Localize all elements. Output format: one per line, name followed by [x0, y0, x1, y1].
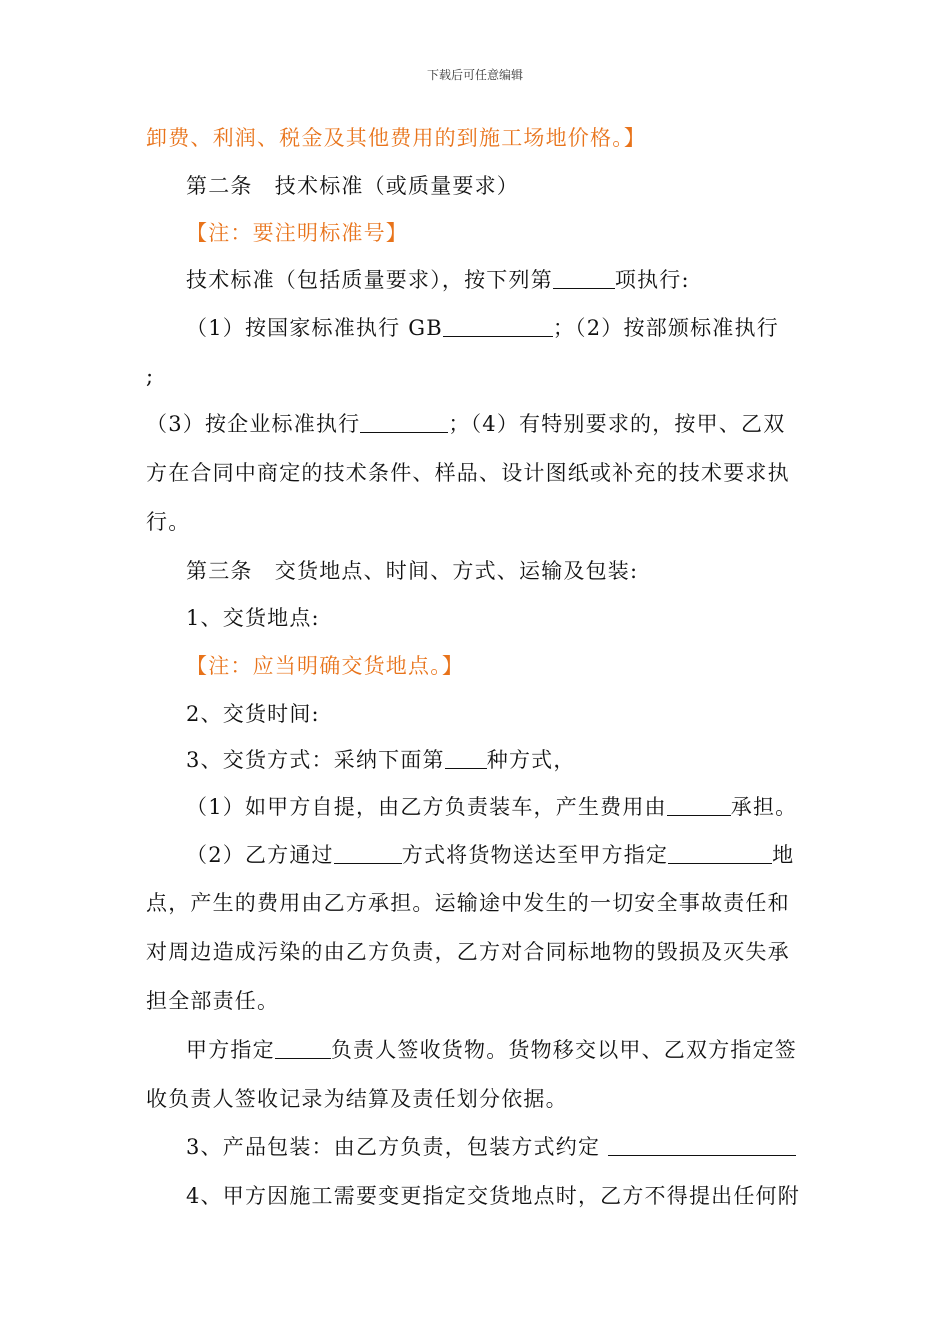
blank-field[interactable] [667, 793, 731, 816]
text-line: 行。 [146, 510, 191, 534]
text-line [186, 314, 846, 342]
text-line [186, 746, 846, 774]
blank-field[interactable] [360, 410, 448, 433]
text-line [186, 841, 846, 869]
blank-field[interactable] [553, 266, 615, 289]
text-line: 1、交货地点: [186, 606, 320, 630]
article-3-heading: 第三条 交货地点、时间、方式、运输及包装: [186, 559, 639, 583]
text-line: 收负责人签收记录为结算及责任划分依据。 [146, 1087, 568, 1111]
article-2-heading: 第二条 技术标准（或质量要求） [186, 174, 519, 198]
text-segment: ；（2）按部颁标准执行 [552, 316, 779, 340]
text-line: 卸费、利润、税金及其他费用的到施工场地价格。】 [146, 126, 647, 150]
text-segment: （1）如甲方自提，由乙方负责装车，产生费用由 [186, 795, 667, 819]
text-line [146, 410, 806, 438]
page-header: 下载后可任意编辑 [426, 68, 523, 82]
text-segment: 负责人签收货物。货物移交以甲、乙双方指定签 [330, 1038, 798, 1062]
text-line [186, 793, 846, 821]
text-segment: 3、交货方式：采纳下面第 [186, 748, 445, 772]
text-segment: （3）按企业标准执行 [146, 412, 361, 436]
text-line [186, 1133, 846, 1161]
note-delivery-place: 【注：应当明确交货地点。】 [186, 654, 465, 678]
text-line [186, 266, 846, 294]
text-line: ; [146, 364, 155, 388]
text-line: 方在合同中商定的技术条件、样品、设计图纸或补充的技术要求执 [146, 461, 790, 485]
blank-field[interactable] [668, 841, 772, 864]
text-segment: （1）按国家标准执行 GB [186, 316, 443, 340]
note-standard-number: 【注：要注明标准号】 [186, 221, 408, 245]
text-segment: 甲方指定 [186, 1038, 275, 1062]
blank-field[interactable] [445, 746, 487, 769]
text-line: 4、甲方因施工需要变更指定交货地点时，乙方不得提出任何附 [186, 1184, 800, 1208]
text-line [186, 1036, 846, 1064]
text-segment: 3、产品包装：由乙方负责，包装方式约定 [186, 1135, 601, 1159]
blank-field[interactable] [334, 841, 402, 864]
text-segment: 项执行: [614, 268, 690, 292]
blank-field[interactable] [443, 314, 553, 337]
text-segment: 地 [772, 843, 795, 867]
text-line: 对周边造成污染的由乙方负责，乙方对合同标地物的毁损及灭失承 [146, 940, 790, 964]
text-segment: （2）乙方通过 [186, 843, 334, 867]
text-segment: ；（4）有特别要求的，按甲、乙双 [448, 412, 786, 436]
text-segment: 方式将货物送达至甲方指定 [401, 843, 669, 867]
text-line: 2、交货时间: [186, 702, 320, 726]
blank-field[interactable] [275, 1036, 331, 1059]
text-segment: 技术标准（包括质量要求），按下列第 [186, 268, 553, 292]
text-line: 担全部责任。 [146, 989, 280, 1013]
text-line: 点，产生的费用由乙方承担。运输途中发生的一切安全事故责任和 [146, 891, 790, 915]
blank-field[interactable] [608, 1133, 796, 1156]
text-segment: 种方式， [486, 748, 576, 772]
text-segment: 承担。 [730, 795, 798, 819]
